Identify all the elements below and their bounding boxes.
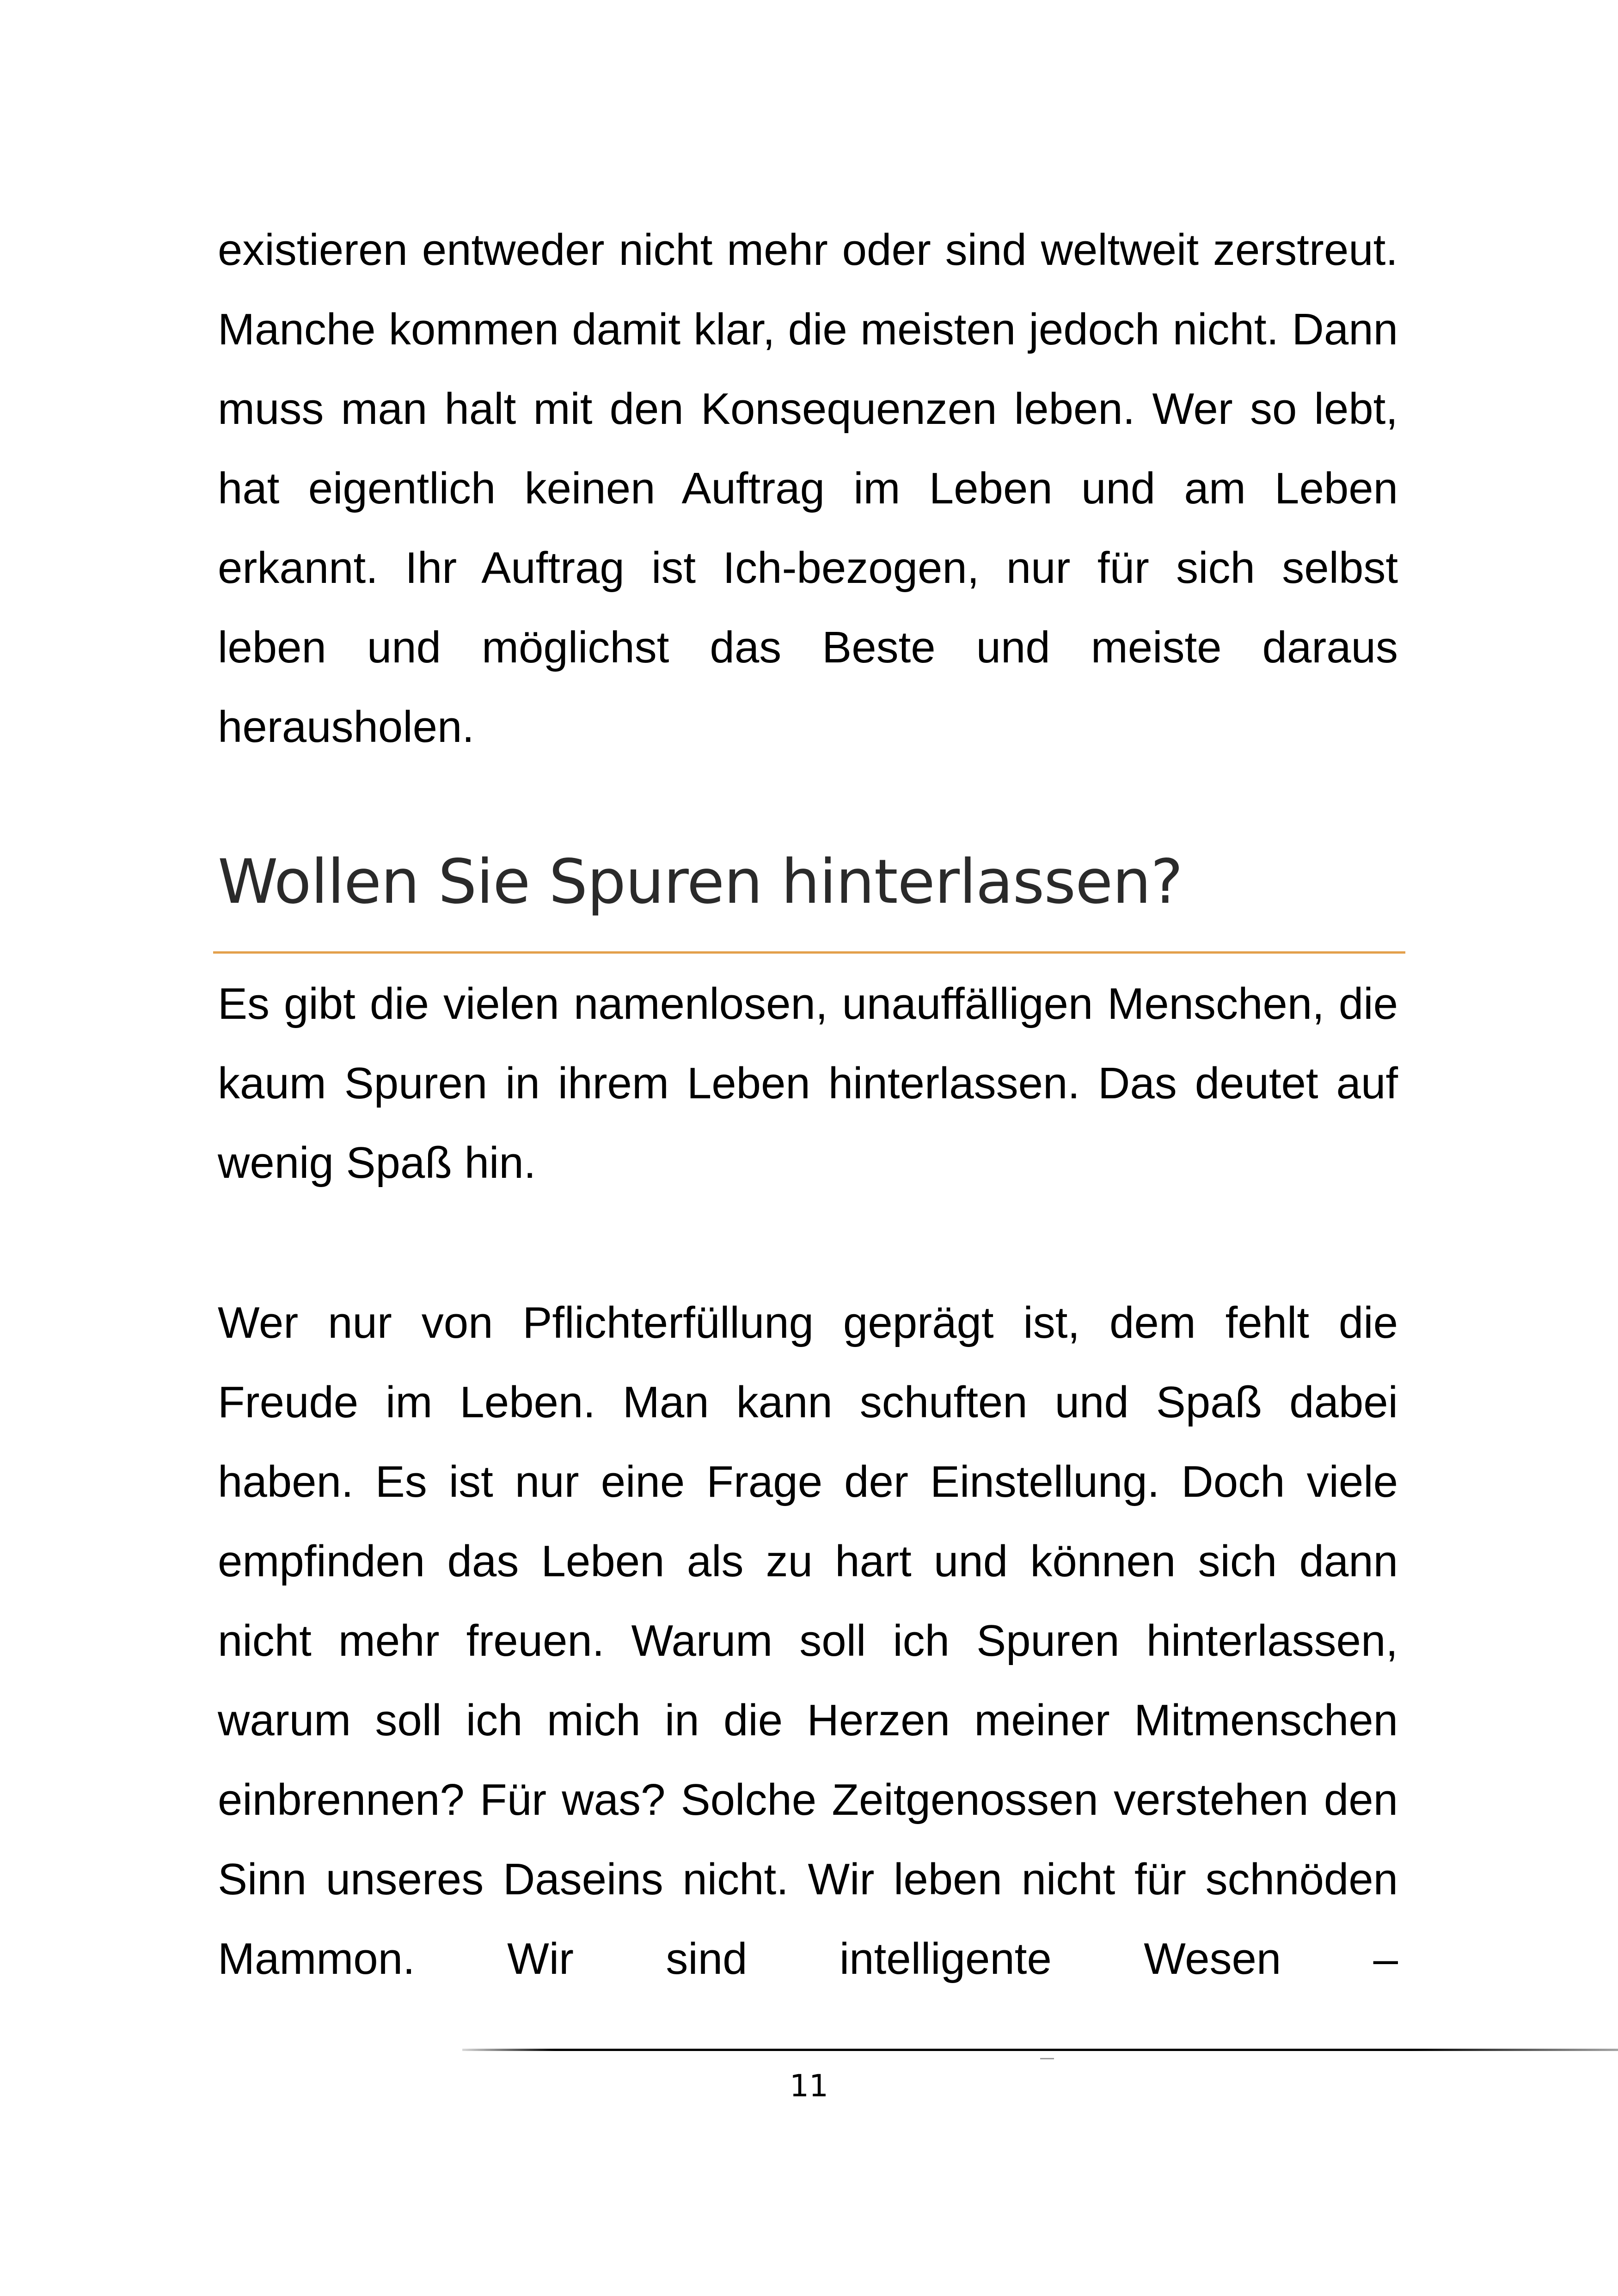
section-heading: Wollen Sie Spuren hinterlassen? xyxy=(218,846,1183,918)
heading-underline xyxy=(213,951,1405,954)
footer-divider xyxy=(462,2049,1618,2051)
body-paragraph: Wer nur von Pflichterfüllung geprägt ist, dem fehlt die Freude im Leben. Man kann schuften und Spaß dabei haben. Es ist nur eine Frage der Einstellung. Doch viele empfinden das Leben als zu hart und können sich dann nicht mehr freuen. Warum soll ich Spuren hinterlassen, warum soll ich mich in die Herzen meiner Mitmenschen einbrennen? Für was? Solche Zeitgenossen verstehen den Sinn unseres Daseins nicht. Wir leben nicht für schnöden Mammon. Wir sind intelligente Wesen – xyxy=(218,1298,1398,1984)
body-paragraph: Es gibt die vielen namenlosen, unauffälligen Menschen, die kaum Spuren in ihrem Leben hinterlassen. Das deutet auf wenig Spaß hin. xyxy=(218,979,1398,1188)
page-number: 11 xyxy=(790,2068,828,2104)
body-paragraph: existieren entweder nicht mehr oder sind weltweit zerstreut. Manche kommen damit klar, die meisten jedoch nicht. Dann muss man halt mit den Konsequenzen leben. Wer so lebt, hat eigentlich keinen Auftrag im Leben und am Leben erkannt. Ihr Auftrag ist Ich-bezogen, nur für sich selbst leben und möglichst das Beste und meiste daraus herausholen. xyxy=(218,225,1398,752)
footer-mark xyxy=(1040,2058,1054,2059)
